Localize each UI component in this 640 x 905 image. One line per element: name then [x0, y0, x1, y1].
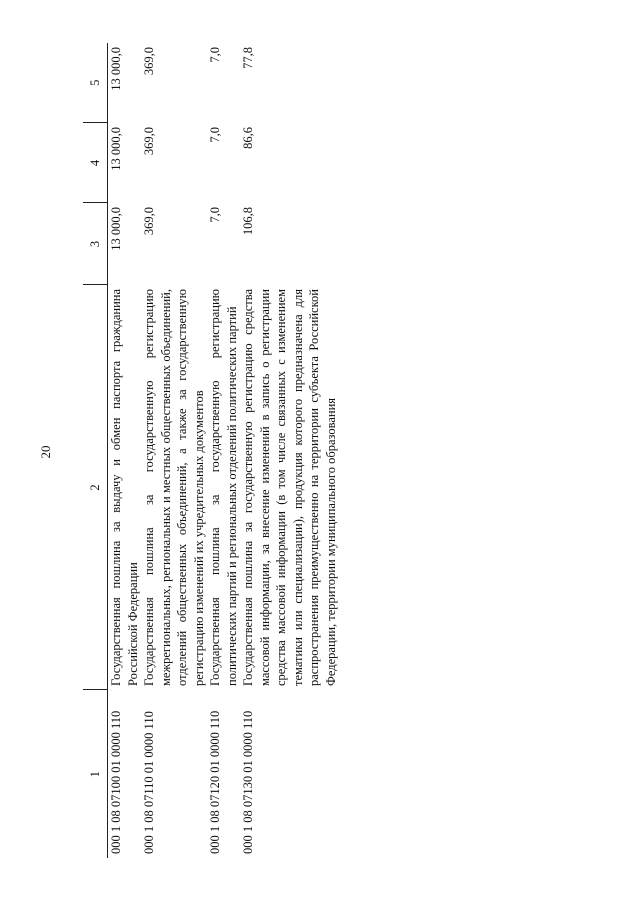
table-row: [240, 43, 339, 858]
rotated-table-container: [83, 43, 533, 858]
column-header-4: 4: [83, 123, 108, 203]
revenue-name-cell: Государственная пошлина за государственную регистрацию средства массовой информации, за внесение изменений в запись о регистрации средства массовой информации (в том числе связанных с изменением тематики или специализации), продукция которого предназначена для распространения преимущественно на территории субъекта Российской Федерации, территории муниципального образования: [241, 289, 338, 686]
amount-col5-cell: 13 000,0: [109, 47, 123, 91]
budget-code-cell: 000 1 08 07120 01 0000 110: [208, 710, 222, 854]
column-header-1: 1: [83, 690, 108, 858]
column-header-3: 3: [83, 203, 108, 285]
column-header-2: 2: [83, 285, 108, 690]
amount-col4-cell: 13 000,0: [109, 127, 123, 171]
table-header-row: [83, 43, 108, 858]
budget-code-cell: 000 1 08 07130 01 0000 110: [241, 710, 255, 854]
budget-code-cell: 000 1 08 07110 01 0000 110: [142, 711, 156, 854]
amount-col3-cell: 7,0: [208, 207, 222, 223]
revenue-name-cell: Государственная пошлина за выдачу и обмен паспорта гражданина Российской Федерации: [109, 289, 140, 686]
amount-col3-cell: 369,0: [142, 207, 156, 236]
page-number: 20: [38, 445, 53, 459]
amount-col5-cell: 369,0: [142, 47, 156, 76]
revenue-name-cell: Государственная пошлина за государственную регистрацию политических партий и региональных отделений политических партий: [208, 289, 239, 686]
column-header-5: 5: [83, 43, 108, 123]
table-row: [141, 43, 207, 858]
amount-col5-cell: 7,0: [208, 47, 222, 63]
table-row: [108, 43, 142, 858]
table-row: [207, 43, 240, 858]
amount-col4-cell: 86,6: [241, 127, 255, 149]
amount-col4-cell: 369,0: [142, 127, 156, 156]
revenue-name-cell: Государственная пошлина за государственную регистрацию межрегиональных, региональных и местных общественных объединений, отделений общественных объединений, а также за государственную регистрацию изменений их учредительных документов: [142, 289, 206, 686]
budget-code-cell: 000 1 08 07100 01 0000 110: [109, 710, 123, 854]
amount-col4-cell: 7,0: [208, 127, 222, 143]
budget-revenue-table: [83, 43, 339, 858]
amount-col3-cell: 13 000,0: [109, 207, 123, 251]
amount-col5-cell: 77,8: [241, 47, 255, 69]
amount-col3-cell: 106,8: [241, 207, 255, 236]
